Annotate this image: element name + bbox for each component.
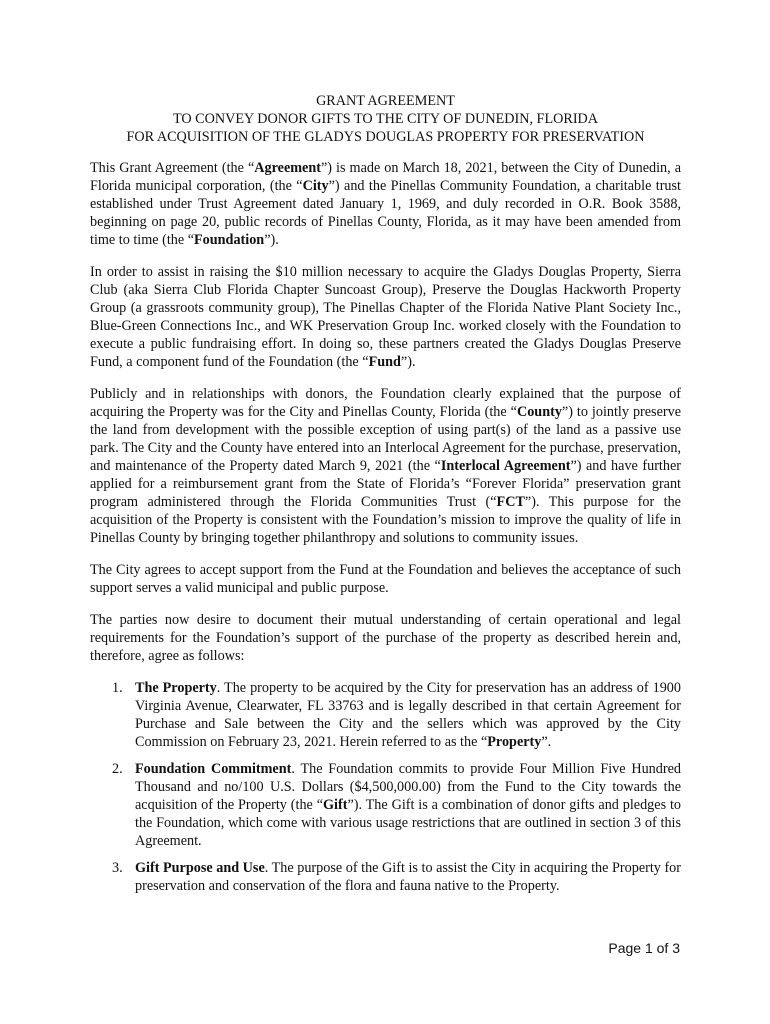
list-item (90, 760, 681, 850)
defined-term-fct: FCT (496, 494, 525, 510)
defined-term-foundation: Foundation (194, 232, 265, 248)
item-number: 1. (112, 680, 123, 696)
text: ”) is made on March 18, 2021, between the City of Dunedin, a Florida municipal corporation, (the “ (90, 160, 682, 194)
text: ”) to jointly preserve the land from development with the possible exception of using part(s) of the land as a passive use park. The City and the County have entered into an Interlocal Agreement for the purchase, preservation, and maintenance of the Property dated March 9, 2021 (the “ (90, 404, 681, 474)
list-item (90, 859, 681, 895)
item-heading: Foundation Commitment (135, 761, 292, 777)
text: Publicly and in relationships with donors, the Foundation clearly explained that the purpose of acquiring the Property was for the City and Pinellas County, Florida (the “ (90, 386, 681, 420)
text: ”). (400, 354, 416, 370)
defined-term-property: Property (487, 734, 542, 750)
text: ”). The Gift is a combination of donor gifts and pledges to the Foundation, which come with various usage restrictions that are outlined in section 3 of this Agreement. (135, 797, 682, 849)
paragraph-mutual-understanding: The parties now desire to document their mutual understanding of certain operational and legal requirements for the Foundation’s support of the purchase of the property as described herein and, therefore, agree as follows: (90, 612, 681, 664)
title-line-2: TO CONVEY DONOR GIFTS TO THE CITY OF DUNEDIN, FLORIDA (172, 111, 599, 127)
defined-term-interlocal-agreement: Interlocal Agreement (440, 458, 571, 474)
text: In order to assist in raising the $10 million necessary to acquire the Gladys Douglas Property, Sierra Club (aka Sierra Club Florida Chapter Suncoast Group), Preserve the Douglas Hackworth Property Group (a grassroots community group), The Pinellas Chapter of the Florida Native Plant Society Inc., Blue-Green Connections Inc., and WK Preservation Group Inc. worked closely with the Foundation to execute a public fundraising effort. In doing so, these partners created the Gladys Douglas Preserve Fund, a component fund of the Foundation (the “ (90, 264, 681, 370)
list-item (90, 679, 681, 751)
paragraph-fundraising (90, 263, 681, 371)
defined-term-gift: Gift (323, 797, 348, 813)
text: This Grant Agreement (the “ (90, 160, 255, 176)
title-line-3: FOR ACQUISITION OF THE GLADYS DOUGLAS PROPERTY FOR PRESERVATION (126, 129, 645, 145)
title-line-1: GRANT AGREEMENT (316, 93, 455, 109)
item-number: 2. (112, 761, 123, 777)
defined-term-agreement: Agreement (254, 160, 321, 176)
text: . The property to be acquired by the City for preservation has an address of 1900 Virginia Avenue, Clearwater, FL 33763 and is legally described in that certain Agreement for Purchase and Sale between the City and the sellers which was approved by the City Commission on February 23, 2021. Herein referred to as the “ (135, 680, 681, 750)
item-heading: Gift Purpose and Use (135, 860, 265, 876)
text: ”). This purpose for the acquisition of the Property is consistent with the Foundation’s mission to improve the quality of life in Pinellas County by bringing together philanthropy and solutions to community issues. (90, 494, 681, 546)
page-number: Page 1 of 3 (608, 940, 680, 956)
document-page (90, 92, 681, 904)
text: . The purpose of the Gift is to assist the City in acquiring the Property for preservation and conservation of the flora and fauna native to the Property. (135, 860, 681, 894)
paragraph-agreement-parties (90, 159, 681, 249)
terms-list (90, 679, 681, 895)
defined-term-county: County (516, 404, 562, 420)
defined-term-city: City (302, 178, 329, 194)
paragraph-city-acceptance: The City agrees to accept support from the Fund at the Foundation and believes the acceptance of such support serves a valid municipal and public purpose. (90, 562, 681, 596)
text: ”). (264, 232, 279, 248)
paragraph-purpose (90, 385, 681, 547)
text: ”) and have further applied for a reimbursement grant from the State of Florida’s “Forever Florida” preservation grant program administered through the Florida Communities Trust (“ (90, 458, 681, 510)
text: ”. (541, 734, 552, 750)
item-heading: The Property (135, 680, 217, 696)
document-title (90, 92, 681, 146)
item-number: 3. (112, 860, 123, 876)
defined-term-fund: Fund (368, 354, 401, 370)
text: . The Foundation commits to provide Four Million Five Hundred Thousand and no/100 U.S. Dollars ($4,500,000.00) from the Fund to the City towards the acquisition of the Property (the “ (135, 761, 681, 813)
text: ”) and the Pinellas Community Foundation, a charitable trust established under Trust Agreement dated January 1, 1969, and duly recorded in O.R. Book 3588, beginning on page 20, public records of Pinellas County, Florida, as it may have been amended from time to time (the “ (90, 178, 681, 248)
